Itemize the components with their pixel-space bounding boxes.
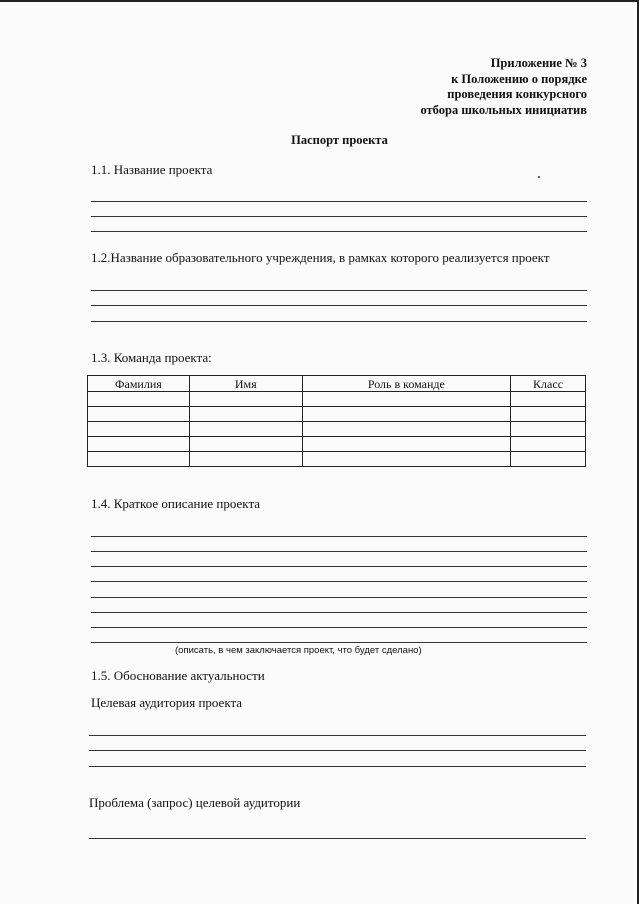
table-cell[interactable]	[189, 452, 302, 467]
project-name-line-1[interactable]	[91, 201, 587, 202]
table-cell[interactable]	[88, 452, 190, 467]
section-1-5-label: 1.5. Обоснование актуальности	[91, 668, 265, 683]
column-header-grade: Класс	[511, 376, 586, 392]
appendix-line-1: Приложение № 3	[490, 56, 587, 70]
target-audience-line-3[interactable]	[89, 766, 586, 767]
table-cell[interactable]	[189, 407, 302, 422]
table-cell[interactable]	[511, 392, 586, 407]
table-cell[interactable]	[302, 422, 511, 437]
table-cell[interactable]	[302, 392, 511, 407]
table-cell[interactable]	[302, 437, 511, 452]
description-line-4[interactable]	[91, 581, 587, 582]
appendix-header	[420, 56, 587, 118]
target-audience-line-1[interactable]	[89, 735, 586, 736]
column-header-surname: Фамилия	[88, 376, 190, 392]
scan-dot	[538, 176, 540, 178]
table-cell[interactable]	[189, 422, 302, 437]
description-line-3[interactable]	[91, 566, 587, 567]
problem-label: Проблема (запрос) целевой аудитории	[89, 795, 301, 810]
table-cell[interactable]	[88, 422, 190, 437]
appendix-line-2: к Положению о порядке	[451, 71, 587, 86]
table-row	[88, 452, 586, 467]
table-cell[interactable]	[511, 437, 586, 452]
description-line-8[interactable]	[91, 642, 587, 643]
table-cell[interactable]	[302, 407, 511, 422]
table-cell[interactable]	[88, 437, 190, 452]
description-line-1[interactable]	[91, 536, 587, 537]
school-name-line-2[interactable]	[91, 305, 587, 306]
table-row	[88, 437, 586, 452]
project-name-line-3[interactable]	[91, 231, 587, 232]
description-hint: (описать, в чем заключается проект, что будет сделано)	[175, 645, 422, 656]
table-cell[interactable]	[511, 407, 586, 422]
section-1-1-label: 1.1. Название проекта	[91, 162, 213, 177]
table-cell[interactable]	[88, 407, 190, 422]
description-line-2[interactable]	[91, 551, 587, 552]
team-table	[87, 375, 586, 467]
document-title: Паспорт проекта	[291, 133, 388, 147]
table-row	[88, 407, 586, 422]
team-table-header-row	[88, 376, 586, 392]
project-name-line-2[interactable]	[91, 216, 587, 217]
target-audience-label: Целевая аудитория проекта	[91, 695, 243, 710]
section-1-2-label: 1.2.Название образовательного учреждения, в рамках которого реализуется проект	[91, 250, 550, 265]
scan-edge-top	[0, 0, 639, 2]
description-line-7[interactable]	[91, 627, 587, 628]
table-cell[interactable]	[511, 422, 586, 437]
problem-line-1[interactable]	[89, 838, 586, 839]
table-cell[interactable]	[189, 437, 302, 452]
table-cell[interactable]	[88, 392, 190, 407]
column-header-role: Роль в команде	[302, 376, 511, 392]
school-name-line-3[interactable]	[91, 321, 587, 322]
column-header-name: Имя	[189, 376, 302, 392]
appendix-line-3: проведения конкурсного	[447, 87, 587, 101]
section-1-3-label: 1.3. Команда проекта:	[91, 350, 212, 365]
school-name-line-1[interactable]	[91, 290, 587, 291]
target-audience-line-2[interactable]	[89, 750, 586, 751]
table-cell[interactable]	[302, 452, 511, 467]
appendix-line-4: отбора школьных инициатив	[420, 102, 587, 117]
description-line-6[interactable]	[91, 612, 587, 613]
table-row	[88, 422, 586, 437]
section-1-4-label: 1.4. Краткое описание проекта	[91, 496, 261, 511]
table-cell[interactable]	[511, 452, 586, 467]
table-cell[interactable]	[189, 392, 302, 407]
table-row	[88, 392, 586, 407]
description-line-5[interactable]	[91, 597, 587, 598]
